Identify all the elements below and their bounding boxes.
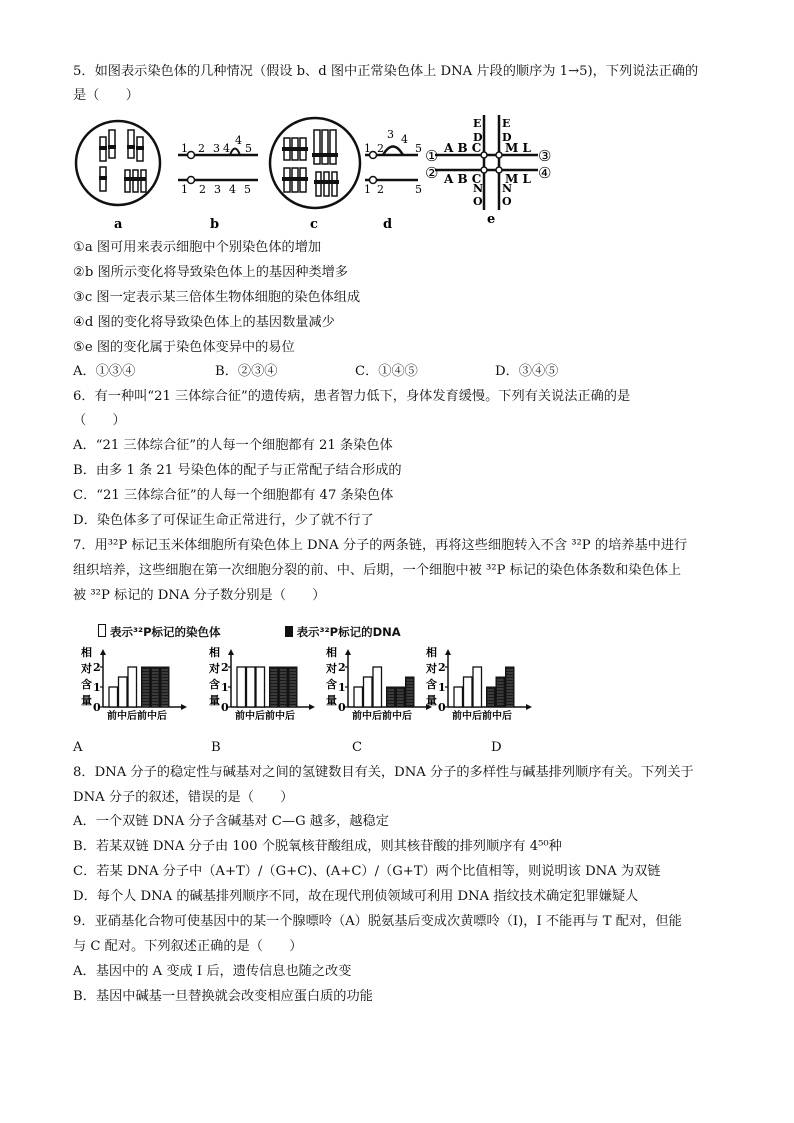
svg-text:2: 2: [377, 183, 384, 196]
chart-ytick-label: 0: [438, 701, 446, 714]
q7-option-b[interactable]: B: [211, 740, 221, 755]
svg-text:4: 4: [229, 183, 236, 196]
q8-stem-line2: DNA 分子的叙述，错误的是（ ）: [73, 790, 294, 805]
chart-ylabel-char: 对: [81, 662, 92, 675]
figure-label-c: c: [310, 217, 318, 232]
svg-text:3: 3: [213, 142, 220, 155]
chart-bar-chromosome: [454, 687, 463, 707]
svg-text:④: ④: [538, 164, 552, 182]
figure-c: [270, 118, 360, 208]
figure-label-b: b: [210, 217, 220, 232]
chart-y-arrow: [345, 649, 351, 655]
q9-stem-line1: 9．亚硝基化合物可使基因中的某一个腺嘌呤（A）脱氨基后变成次黄嘌呤（I)，I 不能再与 T 配对，但能: [73, 914, 682, 929]
legend-white-swatch: [98, 624, 106, 637]
q7-stem-line3: 被 ³²P 标记的 DNA 分子数分别是（ ）: [73, 588, 326, 603]
svg-text:N: N: [473, 182, 484, 195]
svg-text:5: 5: [244, 183, 251, 196]
chart-ylabel-char: 含: [81, 678, 92, 691]
svg-text:E: E: [473, 117, 482, 130]
q6-stem-line1: 6．有一种叫“21 三体综合征”的遗传病，患者智力低下，身体发育缓慢。下列有关说法正确的是: [73, 389, 631, 404]
svg-text:D: D: [473, 131, 483, 144]
figure-a: [76, 121, 160, 205]
chart-ytick-label: 0: [221, 701, 229, 714]
chart-ytick-label: 2: [338, 661, 346, 674]
chart-bar-chromosome: [373, 667, 382, 707]
q6-option-d[interactable]: D．染色体多了可保证生命正常进行，少了就不行了: [73, 513, 374, 528]
chart-ylabel-char: 对: [426, 662, 437, 675]
q5-option-a[interactable]: A．①③④: [73, 364, 136, 379]
figure-b: [178, 134, 258, 196]
chart-bar-chromosome: [109, 687, 118, 707]
chart-ytick-label: 1: [93, 681, 101, 694]
chart-ylabel-char: 对: [209, 662, 220, 675]
svg-text:5: 5: [415, 183, 422, 196]
q5-item-2: ②b 图所示变化将导致染色体上的基因种类增多: [73, 265, 349, 280]
svg-text:1: 1: [181, 183, 188, 196]
q7-option-a[interactable]: A: [73, 740, 83, 755]
q5-item-5: ⑤e 图的变化属于染色体变异中的易位: [73, 340, 295, 355]
svg-text:②: ②: [425, 164, 439, 182]
chart-y-arrow: [228, 649, 234, 655]
chart-ylabel-char: 量: [326, 694, 337, 707]
q5-option-b[interactable]: B．②③④: [215, 364, 278, 379]
q5-stem-line2: 是（ ）: [73, 88, 139, 103]
chart-bar-chromosome: [473, 667, 482, 707]
q5-item-3: ③c 图一定表示某三倍体生物体细胞的染色体组成: [73, 290, 361, 305]
chart-ytick-label: 0: [338, 701, 346, 714]
chart-ylabel-char: 相: [81, 646, 92, 659]
q7-legend: [98, 624, 401, 640]
chart-ytick-label: 1: [221, 681, 229, 694]
svg-text:1: 1: [181, 142, 188, 155]
svg-text:1: 1: [364, 183, 371, 196]
svg-text:4: 4: [223, 142, 230, 155]
chart-ytick-label: 2: [438, 661, 446, 674]
chart-ylabel-char: 含: [209, 678, 220, 691]
q6-option-a[interactable]: A．“21 三体综合征”的人每一个细胞都有 21 条染色体: [73, 438, 393, 453]
chart-ylabel-char: 量: [426, 694, 437, 707]
chromosome-figure: [73, 110, 573, 234]
svg-text:A B C: A B C: [444, 172, 482, 186]
svg-text:3: 3: [214, 183, 221, 196]
chart-bar-chromosome: [364, 677, 373, 707]
chart-xlabel: 前中后前中后: [235, 711, 295, 722]
figure-label-d: d: [383, 217, 393, 232]
figure-e: [425, 115, 551, 210]
chart-ylabel-char: 量: [209, 694, 220, 707]
svg-text:5: 5: [415, 142, 422, 155]
q8-option-d[interactable]: D．每个人 DNA 的碱基排列顺序不同，故在现代刑侦领域可利用 DNA 指纹技术确定犯罪嫌疑人: [73, 889, 639, 904]
svg-text:1: 1: [364, 142, 371, 155]
chart-x-arrow: [526, 704, 532, 710]
chart-ylabel-char: 含: [426, 678, 437, 691]
svg-text:N: N: [502, 182, 513, 195]
q5-item-4: ④d 图的变化将导致染色体上的基因数量减少: [73, 315, 335, 330]
svg-text:M L: M L: [505, 141, 531, 155]
svg-text:2: 2: [199, 183, 206, 196]
svg-text:2: 2: [198, 142, 205, 155]
chart-x-arrow: [181, 704, 187, 710]
chart-ytick-label: 2: [221, 661, 229, 674]
q8-stem-line1: 8．DNA 分子的稳定性与碱基对之间的氢键数目有关，DNA 分子的多样性与碱基排列顺序有关。下列关于: [73, 765, 694, 780]
chart-ylabel-char: 相: [209, 646, 220, 659]
chart-ylabel-char: 相: [326, 646, 337, 659]
chart-bar-chromosome: [119, 677, 128, 707]
q7-option-c[interactable]: C: [352, 740, 363, 755]
chart-ylabel-char: 相: [426, 646, 437, 659]
svg-text:2: 2: [377, 142, 384, 155]
chart-xlabel: 前中后前中后: [452, 711, 512, 722]
svg-text:M L: M L: [505, 172, 531, 186]
chart-xlabel: 前中后前中后: [352, 711, 412, 722]
q8-option-b[interactable]: B．若某双链 DNA 分子由 100 个脱氧核苷酸组成，则其核苷酸的排列顺序有 4⁵⁰种: [73, 839, 562, 854]
q5-option-d[interactable]: D．③④⑤: [495, 364, 559, 379]
svg-text:3: 3: [387, 128, 394, 141]
figure-label-e: e: [487, 212, 496, 227]
chart-ylabel-char: 对: [326, 662, 337, 675]
q6-option-b[interactable]: B．由多 1 条 21 号染色体的配子与正常配子结合形成的: [73, 463, 402, 478]
legend-chromosome-label: 表示³²P标记的染色体: [110, 625, 221, 639]
svg-text:O: O: [473, 195, 483, 208]
chart-bar-chromosome: [464, 677, 473, 707]
chart-xlabel: 前中后前中后: [107, 711, 167, 722]
svg-text:4: 4: [235, 134, 242, 147]
svg-text:D: D: [502, 131, 512, 144]
svg-text:③: ③: [538, 147, 552, 165]
chart-y-arrow: [445, 649, 451, 655]
svg-text:①: ①: [425, 147, 439, 165]
q6-option-c[interactable]: C．“21 三体综合征”的人每一个细胞都有 47 条染色体: [73, 488, 394, 503]
q6-stem-line2: （ ）: [73, 413, 126, 428]
q8-option-a[interactable]: A．一个双链 DNA 分子含碱基对 C—G 越多，越稳定: [73, 814, 389, 829]
svg-text:O: O: [502, 195, 512, 208]
chart-bar-chromosome: [354, 687, 363, 707]
q5-item-1: ①a 图可用来表示细胞中个别染色体的增加: [73, 240, 322, 255]
svg-text:E: E: [502, 117, 511, 130]
q9-stem-line2: 与 C 配对。下列叙述正确的是（ ）: [73, 939, 303, 954]
q7-charts: [73, 642, 533, 724]
chart-bar-chromosome: [256, 667, 265, 707]
chart-ytick-label: 1: [438, 681, 446, 694]
chart-ytick-label: 2: [93, 661, 101, 674]
chart-ylabel-char: 量: [81, 694, 92, 707]
svg-text:A B C: A B C: [444, 141, 482, 155]
svg-text:4: 4: [401, 133, 408, 146]
figure-d: [364, 128, 422, 196]
q7-stem-line1: 7．用³²P 标记玉米体细胞所有染色体上 DNA 分子的两条链，再将这些细胞转入不含 ³²P 的培养基中进行: [73, 538, 688, 553]
chart-y-arrow: [100, 649, 106, 655]
chart-bar-chromosome: [128, 667, 137, 707]
q5-stem-line1: 5．如图表示染色体的几种情况（假设 b、d 图中正常染色体上 DNA 片段的顺序为 1→5)，下列说法正确的: [73, 64, 699, 79]
q9-option-b[interactable]: B．基因中碱基一旦替换就会改变相应蛋白质的功能: [73, 989, 373, 1004]
chart-bar-chromosome: [247, 667, 256, 707]
chart-ylabel-char: 含: [326, 678, 337, 691]
svg-text:5: 5: [245, 142, 252, 155]
legend-dna-label: 表示³²P标记的DNA: [296, 625, 401, 639]
q8-option-c[interactable]: C．若某 DNA 分子中（A+T）/（G+C)、(A+C）/（G+T）两个比值相等，则说明该 DNA 为双链: [73, 864, 661, 879]
q7-option-d[interactable]: D: [491, 740, 502, 755]
chart-ytick-label: 1: [338, 681, 346, 694]
legend-black-swatch: [285, 626, 293, 637]
chart-x-arrow: [309, 704, 315, 710]
chart-bar-chromosome: [237, 667, 246, 707]
q7-stem-line2: 组织培养，这些细胞在第一次细胞分裂的前、中、后期，一个细胞中被 ³²P 标记的染色体条数和染色体上: [73, 563, 682, 578]
q5-option-c[interactable]: C．①④⑤: [355, 364, 418, 379]
chart-ytick-label: 0: [93, 701, 101, 714]
q9-option-a[interactable]: A．基因中的 A 变成 I 后，遗传信息也随之改变: [73, 964, 352, 979]
figure-label-a: a: [114, 217, 123, 232]
